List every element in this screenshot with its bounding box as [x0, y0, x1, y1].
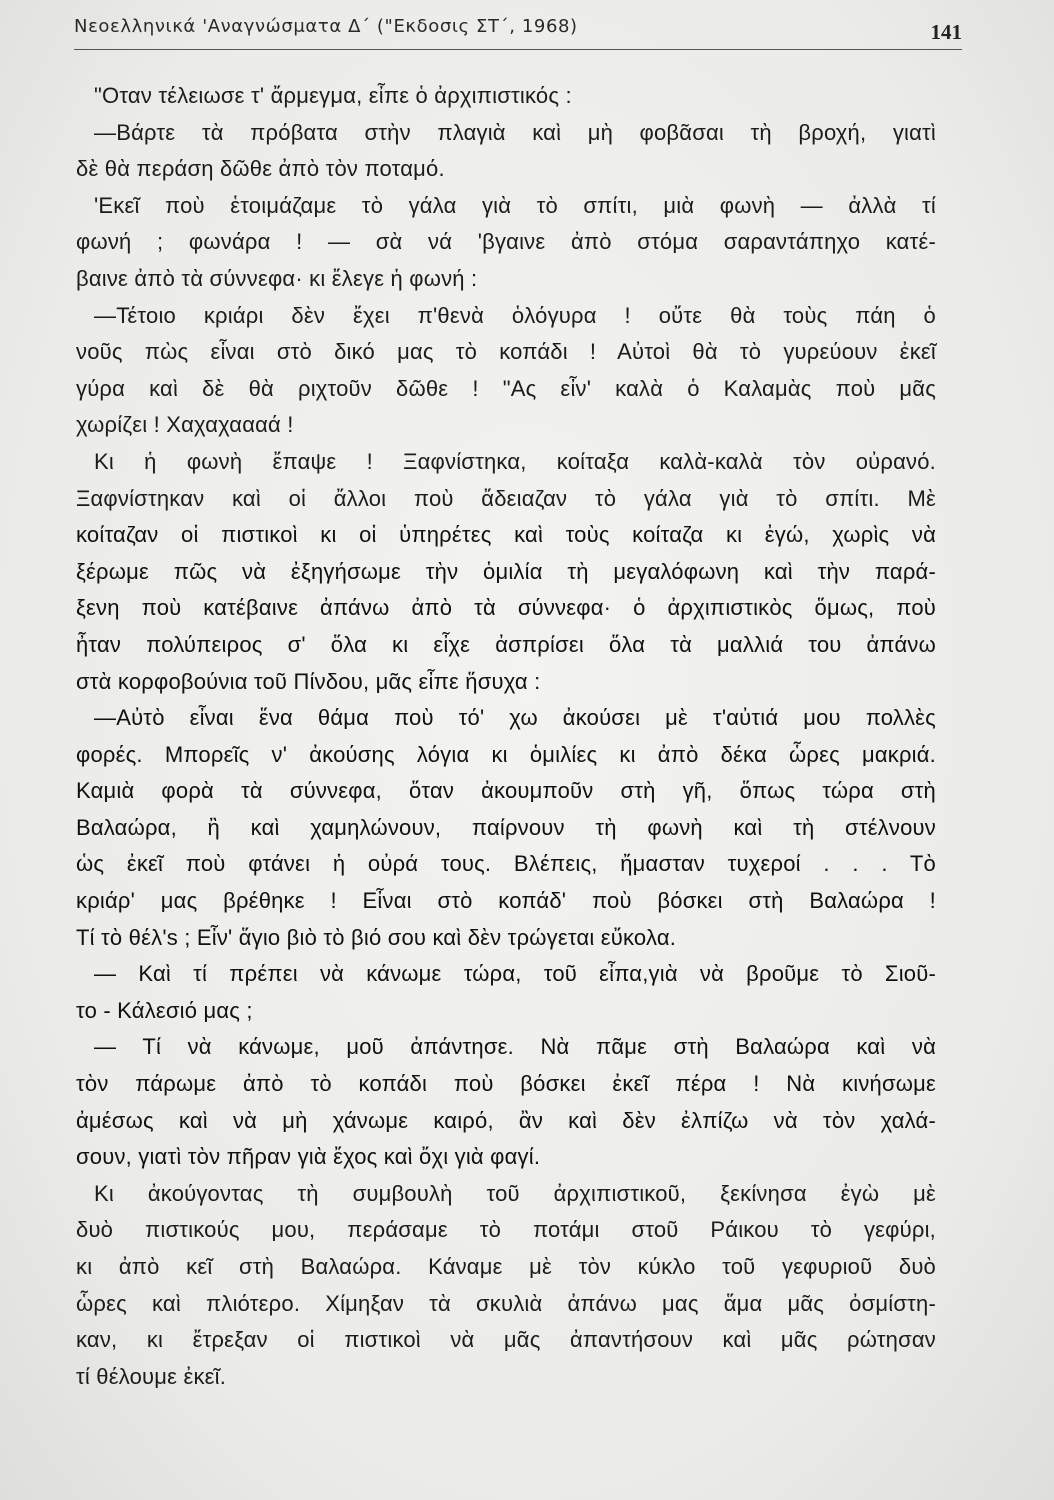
text-line: δυὸ πιστικούς μου, περάσαμε τὸ ποτάμι στοῦ Ράικου τὸ γεφύρι,	[76, 1217, 936, 1243]
text-line: φορές. Μπορεῖς ν' ἀκούσης λόγια κι ὁμιλίες κι ἀπὸ δέκα ὧρες μακριά.	[76, 741, 936, 767]
text-line: ἀμέσως καὶ νὰ μὴ χάνωμε καιρό, ἂν καὶ δὲν ἐλπίζω νὰ τὸν χαλά-	[76, 1107, 936, 1133]
body-text	[76, 78, 936, 1395]
text-line: κι ἀπὸ κεῖ στὴ Βαλαώρα. Κάναμε μὲ τὸν κύκλο τοῦ γεφυριοῦ δυὸ	[76, 1254, 936, 1279]
text-line: καν, κι ἔτρεξαν οἱ πιστικοὶ νὰ μᾶς ἀπαντήσουν καὶ μᾶς ρώτησαν	[76, 1327, 936, 1353]
text-line: —Τέτοιο κριάρι δὲν ἔχει π'θενὰ ὁλόγυρα ! οὔτε θὰ τοὺς πάη ὁ	[94, 302, 936, 328]
text-line: βαινε ἀπὸ τὰ σύννεφα· κι ἔλεγε ἡ φωνή :	[76, 265, 478, 291]
text-line: ὧρες καὶ πλιότερο. Χίμηξαν τὰ σκυλιὰ ἀπάνω μας ἅμα μᾶς ὀσμίστη-	[76, 1290, 936, 1316]
text-line: Βαλαώρα, ἢ καὶ χαμηλώνουν, παίρνουν τὴ φωνὴ καὶ τὴ στέλνουν	[76, 814, 936, 840]
text-line: "Οταν τέλειωσε τ' ἄρμεγμα, εἶπε ὁ ἀρχιπιστικός :	[94, 83, 572, 108]
page-number: 141	[930, 20, 962, 44]
running-title: Νεοελληνικά 'Αναγνώσματα Δ΄ ("Εκδοσις ΣΤ΄, 1968)	[74, 16, 578, 37]
text-line: φωνή ; φωνάρα ! — σὰ νά 'βγαινε ἀπὸ στόμα σαραντάπηχο κατέ-	[76, 229, 936, 255]
text-line: στὰ κορφοβούνια τοῦ Πίνδου, μᾶς εἶπε ἥσυχα :	[76, 668, 541, 694]
text-line: δὲ θὰ περάση δῶθε ἀπὸ τὸν ποταμό.	[76, 156, 445, 182]
text-line: σουν, γιατὶ τὸν πῆραν γιὰ ἔχος καὶ ὄχι γιὰ φαγί.	[76, 1144, 541, 1170]
text-line: χωρίζει ! Χαχαχαααά !	[76, 412, 294, 438]
text-line: το - Κάλεσιό μας ;	[76, 997, 253, 1023]
text-line: τὸν πάρωμε ἀπὸ τὸ κοπάδι ποὺ βόσκει ἐκεῖ πέρα ! Νὰ κινήσωμε	[76, 1071, 936, 1097]
text-line: Καμιὰ φορὰ τὰ σύννεφα, ὅταν ἀκουμποῦν στὴ γῆ, ὅπως τώρα στὴ	[76, 778, 936, 804]
text-line: —Βάρτε τὰ πρόβατα στὴν πλαγιὰ καὶ μὴ φοβᾶσαι τὴ βροχή, γιατὶ	[94, 119, 936, 145]
text-line: 'Εκεῖ ποὺ ἑτοιμάζαμε τὸ γάλα γιὰ τὸ σπίτι, μιὰ φωνὴ — ἀλλὰ τί	[94, 192, 936, 218]
text-line: — Καὶ τί πρέπει νὰ κάνωμε τώρα, τοῦ εἶπα,γιὰ νὰ βροῦμε τὸ Σιοῦ-	[94, 961, 936, 987]
text-line: κριάρ' μας βρέθηκε ! Εἶναι στὸ κοπάδ' ποὺ βόσκει στὴ Βαλαώρα !	[76, 888, 936, 914]
text-line: — Τί νὰ κάνωμε, μοῦ ἀπάντησε. Νὰ πᾶμε στὴ Βαλαώρα καὶ νὰ	[94, 1034, 936, 1060]
text-line: Ξαφνίστηκαν καὶ οἱ ἄλλοι ποὺ ἄδειαζαν τὸ γάλα γιὰ τὸ σπίτι. Μὲ	[76, 485, 936, 511]
text-line: ὡς ἐκεῖ ποὺ φτάνει ἡ οὐρά τους. Βλέπεις, ἤμασταν τυχεροί . . . Τὸ	[76, 851, 936, 877]
header-rule	[74, 49, 962, 50]
text-line: Κι ἡ φωνὴ ἔπαψε ! Ξαφνίστηκα, κοίταξα καλὰ-καλὰ τὸν οὐρανό.	[94, 448, 936, 474]
text-line: τί θέλουμε ἐκεῖ.	[76, 1363, 227, 1389]
page-header	[74, 14, 962, 48]
text-line: ξέρωμε πῶς νὰ ἐξηγήσωμε τὴν ὁμιλία τὴ μεγαλόφωνη καὶ τὴν παρά-	[76, 558, 936, 584]
text-line: νοῦς πὼς εἶναι στὸ δικό μας τὸ κοπάδι ! Αὐτοὶ θὰ τὸ γυρεύουν ἐκεῖ	[76, 339, 936, 365]
text-line: —Αὐτὸ εἶναι ἕνα θάμα ποὺ τό' χω ἀκούσει μὲ τ'αὐτιά μου πολλὲς	[94, 705, 936, 731]
text-line: κοίταζαν οἱ πιστικοὶ κι οἱ ὑπηρέτες καὶ τοὺς κοίταζα κι ἐγώ, χωρὶς νὰ	[76, 522, 936, 548]
text-line: Τί τὸ θέλ's ; Εἶν' ἅγιο βιὸ τὸ βιό σου καὶ δὲν τρώγεται εὔκολα.	[76, 924, 677, 950]
text-line: γύρα καὶ δὲ θὰ ριχτοῦν δῶθε ! "Ας εἶν' καλὰ ὁ Καλαμὰς ποὺ μᾶς	[76, 375, 936, 401]
text-line: ἦταν πολύπειρος σ' ὅλα κι εἶχε ἀσπρίσει ὅλα τὰ μαλλιά του ἀπάνω	[76, 631, 936, 657]
text-line: ξενη ποὺ κατέβαινε ἀπάνω ἀπὸ τὰ σύννεφα· ὁ ἀρχιπιστικὸς ὅμως, ποὺ	[76, 595, 936, 621]
text-line: Κι ἀκούγοντας τὴ συμβουλὴ τοῦ ἀρχιπιστικοῦ, ξεκίνησα ἐγὼ μὲ	[94, 1180, 936, 1206]
